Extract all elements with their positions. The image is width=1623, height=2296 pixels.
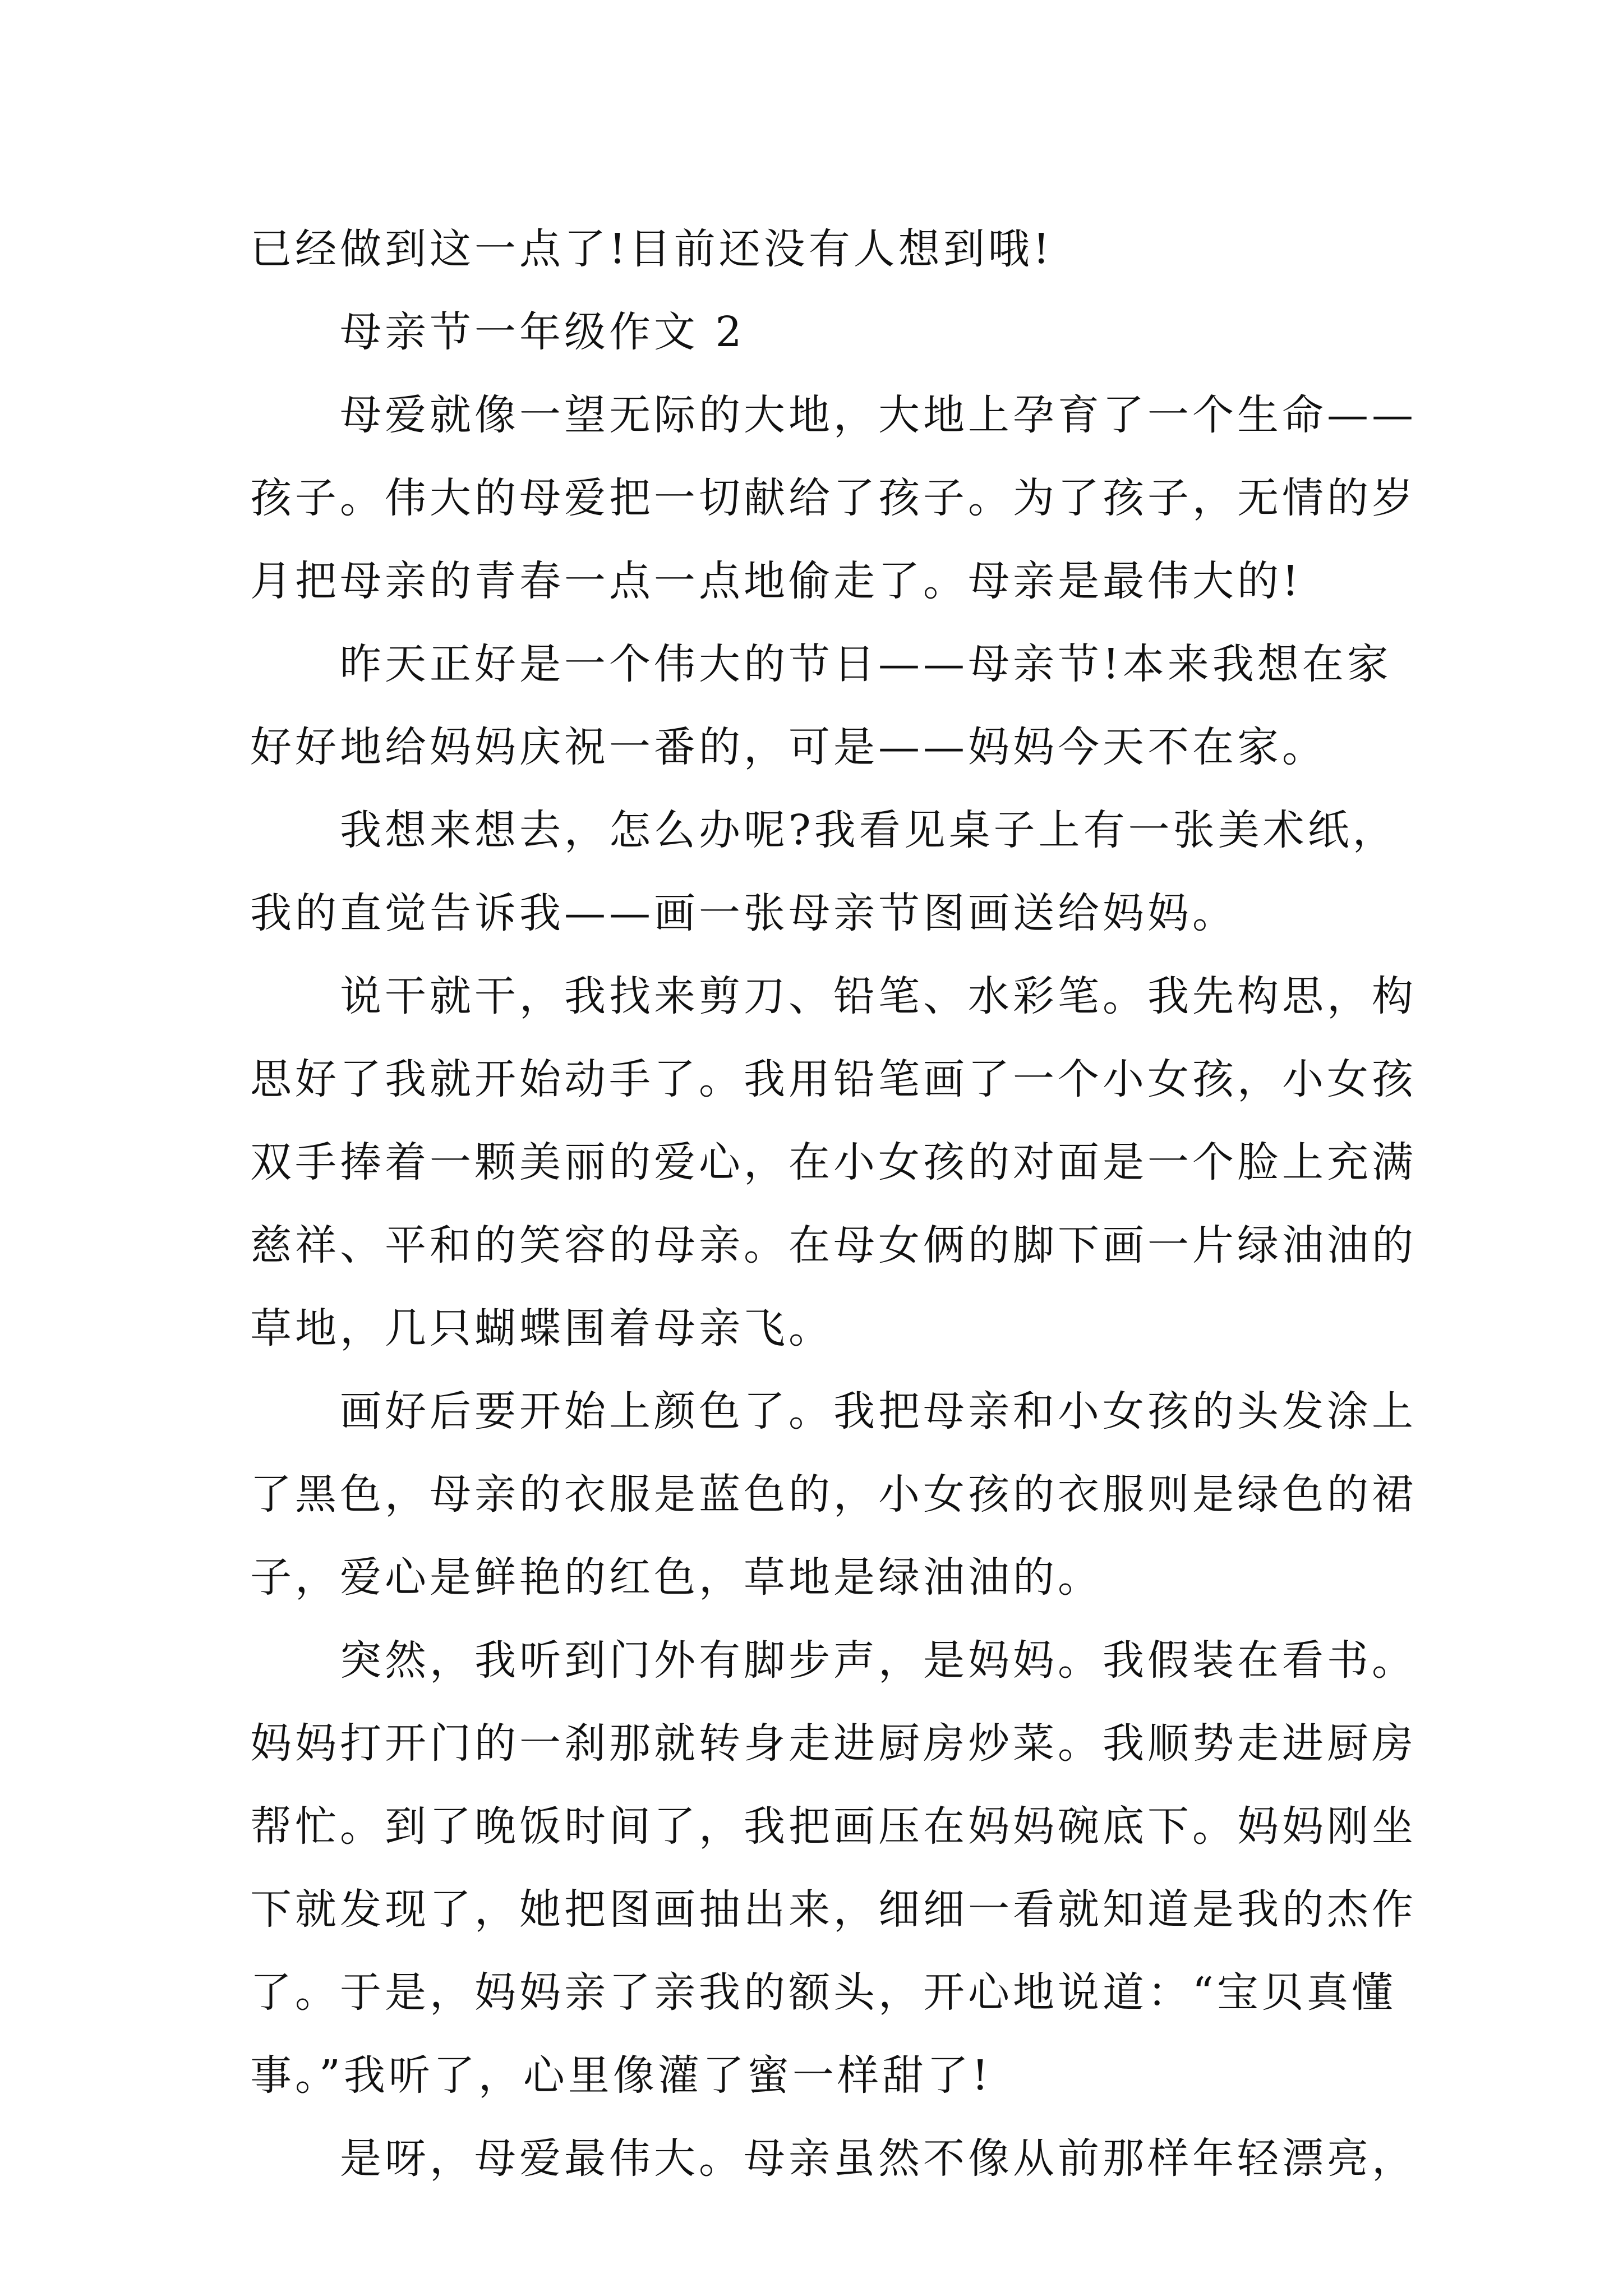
text-line: 事。”我听了，心里像灌了蜜一样甜了! <box>250 2051 992 2100</box>
text-line: 帮忙。到了晚饭时间了，我把画压在妈妈碗底下。妈妈刚坐 <box>250 1802 1417 1851</box>
paragraph-start: 是呀，母爱最伟大。母亲虽然不像从前那样年轻漂亮， <box>340 2134 1417 2183</box>
text-line: 慈祥、平和的笑容的母亲。在母女俩的脚下画一片绿油油的 <box>250 1221 1417 1269</box>
text-line: 已经做到这一点了!目前还没有人想到哦! <box>250 225 1053 273</box>
text-line: 下就发现了，她把图画抽出来，细细一看就知道是我的杰作 <box>250 1885 1417 1934</box>
paragraph-start: 画好后要开始上颜色了。我把母亲和小女孩的头发涂上 <box>340 1387 1417 1435</box>
paragraph-start: 母爱就像一望无际的大地，大地上孕育了一个生命—— <box>340 391 1417 439</box>
text-line: 了黑色，母亲的衣服是蓝色的，小女孩的衣服则是绿色的裙 <box>250 1470 1417 1519</box>
text-line: 好好地给妈妈庆祝一番的，可是——妈妈今天不在家。 <box>250 723 1327 771</box>
text-line: 思好了我就开始动手了。我用铅笔画了一个小女孩，小女孩 <box>250 1055 1417 1103</box>
text-line: 我的直觉告诉我——画一张母亲节图画送给妈妈。 <box>250 889 1237 937</box>
text-line: 子，爱心是鲜艳的红色，草地是绿油油的。 <box>250 1553 1103 1602</box>
text-line: 孩子。伟大的母爱把一切献给了孩子。为了孩子，无情的岁 <box>250 474 1417 522</box>
paragraph-start: 昨天正好是一个伟大的节日——母亲节!本来我想在家 <box>340 640 1392 688</box>
text-line: 月把母亲的青春一点一点地偷走了。母亲是最伟大的! <box>250 557 1302 605</box>
text-line: 草地，几只蝴蝶围着母亲飞。 <box>250 1304 833 1352</box>
paragraph-start: 我想来想去，怎么办呢?我看见桌子上有一张美术纸， <box>340 806 1398 854</box>
text-line: 了。于是，妈妈亲了亲我的额头，开心地说道：“宝贝真懂 <box>250 1968 1396 2017</box>
text-line: 双手捧着一颗美丽的爱心，在小女孩的对面是一个脸上充满 <box>250 1138 1417 1186</box>
document-body <box>250 208 1417 2200</box>
paragraph-start: 说干就干，我找来剪刀、铅笔、水彩笔。我先构思，构 <box>340 972 1417 1020</box>
text-line: 妈妈打开门的一刹那就转身走进厨房炒菜。我顺势走进厨房 <box>250 1719 1417 1768</box>
paragraph-start: 突然，我听到门外有脚步声，是妈妈。我假装在看书。 <box>340 1636 1417 1685</box>
essay-title: 母亲节一年级作文 2 <box>340 308 745 356</box>
